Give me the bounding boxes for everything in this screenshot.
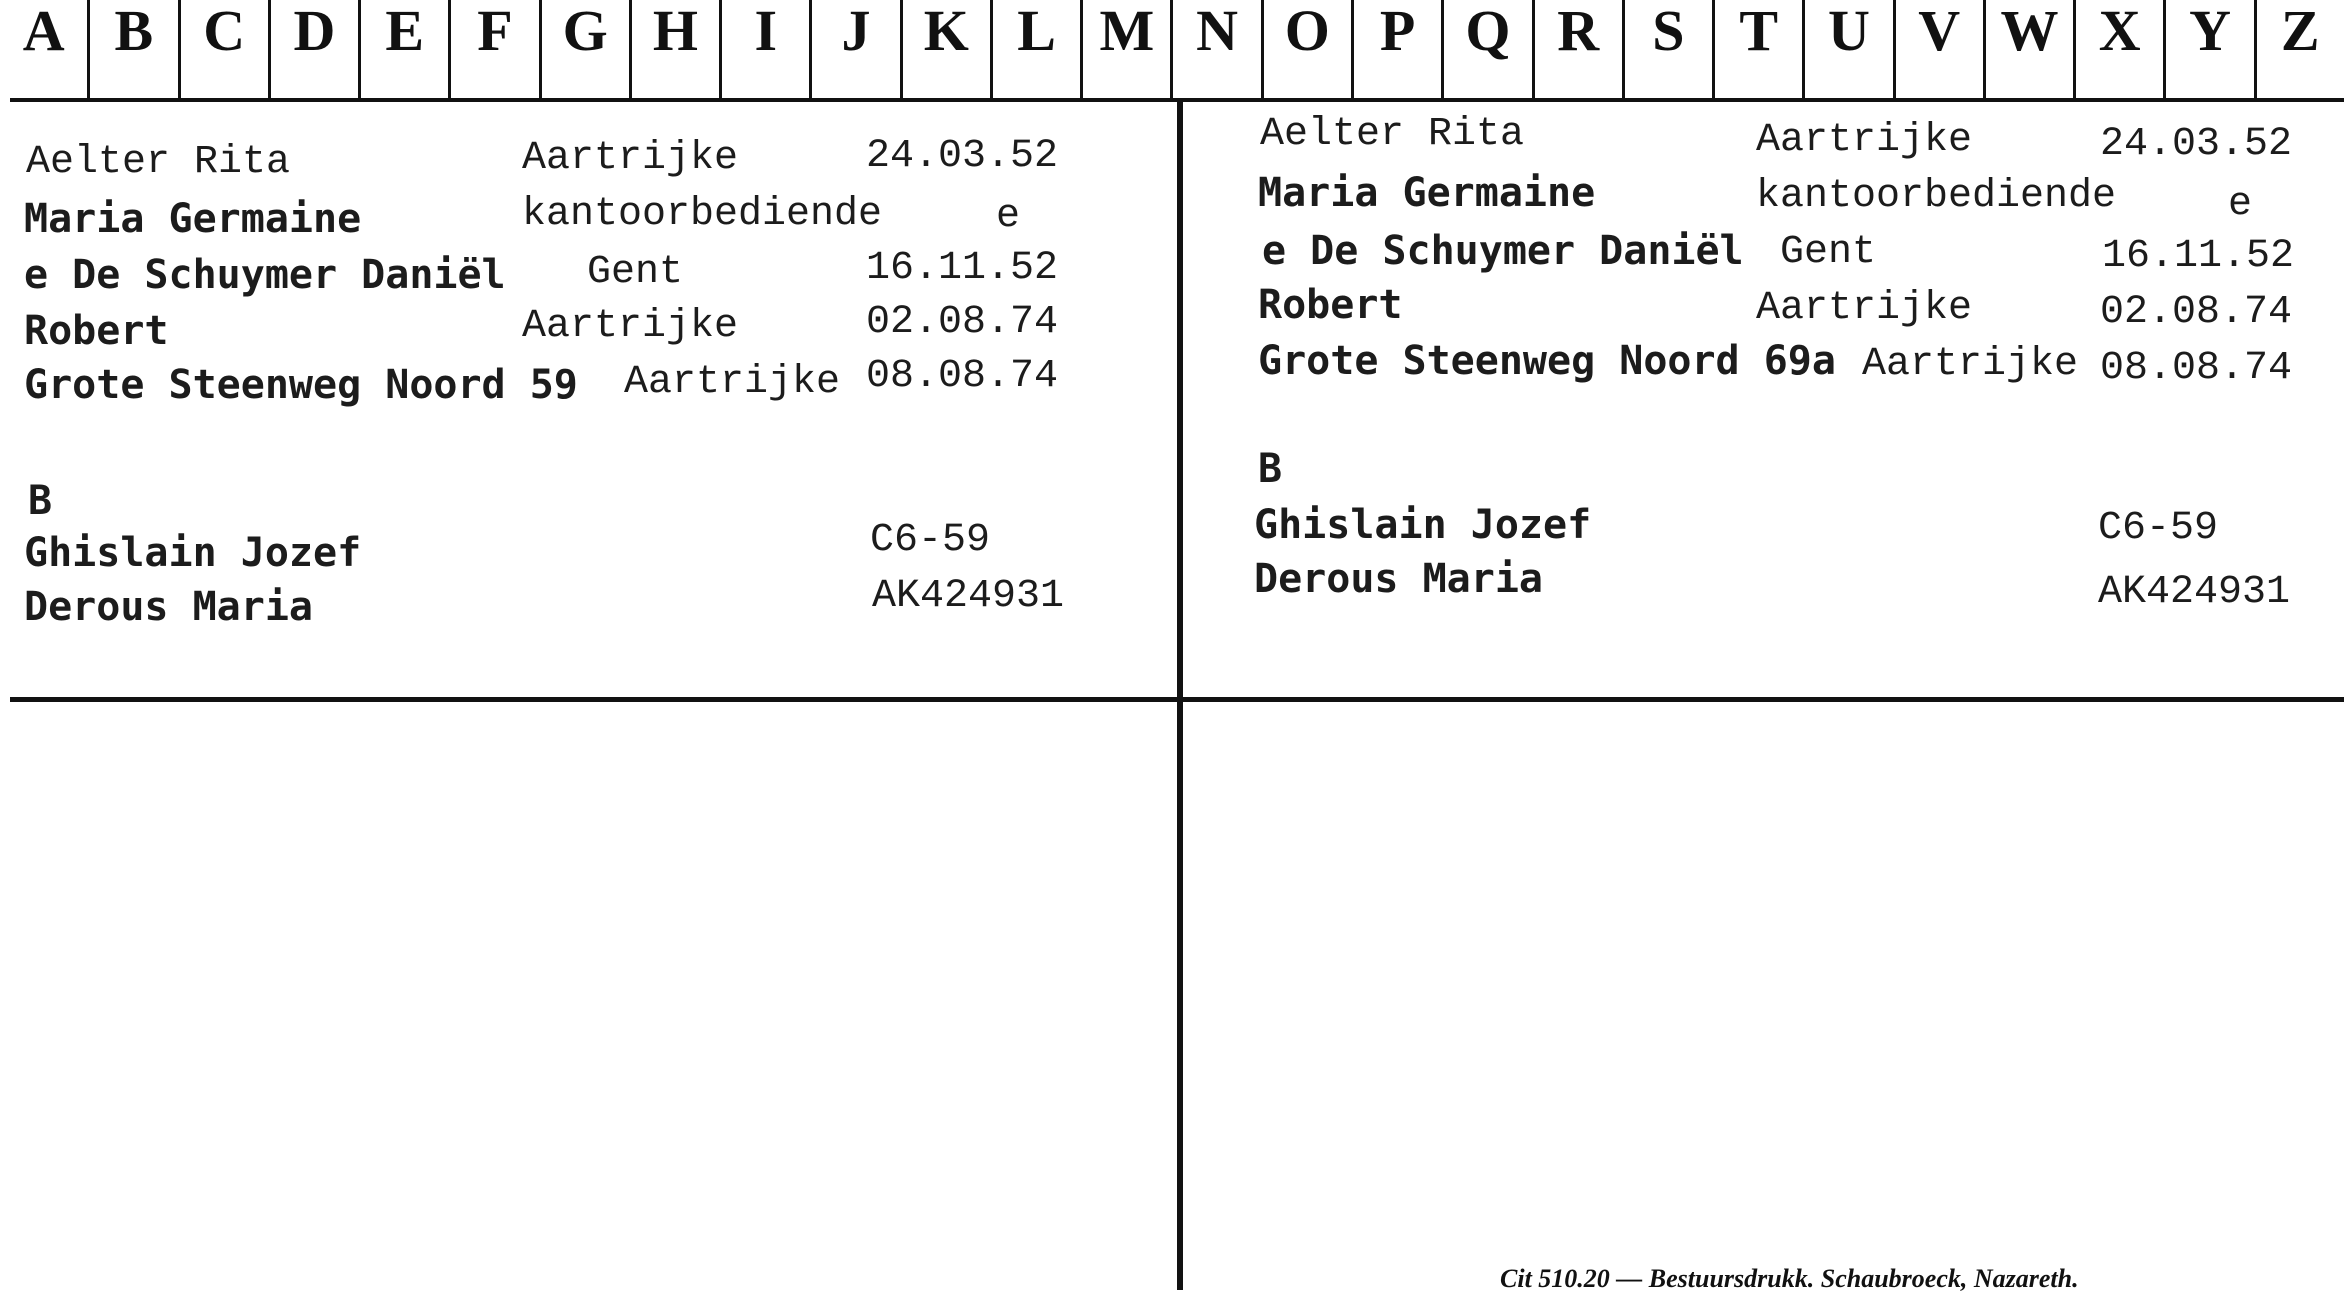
record-date: 16.11.52 <box>2102 234 2295 279</box>
record-place: Aartrijke <box>624 360 841 405</box>
record-address: Grote Steenweg Noord 59 <box>24 362 578 408</box>
alphabet-tab-u: U <box>1805 0 1895 100</box>
alphabet-tab-q: Q <box>1444 0 1534 100</box>
alphabet-tab-b: B <box>90 0 180 100</box>
record-date: 24.03.52 <box>2100 122 2293 167</box>
record-date: 24.03.52 <box>866 134 1059 179</box>
alphabet-tab-d: D <box>271 0 361 100</box>
alphabet-tab-g: G <box>542 0 632 100</box>
alphabet-tab-x: X <box>2076 0 2166 100</box>
alphabet-tab-r: R <box>1535 0 1625 100</box>
alphabet-index-strip <box>0 0 2344 100</box>
record-code: AK424931 <box>872 574 1065 619</box>
alphabet-tab-c: C <box>181 0 271 100</box>
record-note: e <box>996 194 1021 239</box>
record-name: Derous Maria <box>1254 556 1543 602</box>
alphabet-tab-w: W <box>1986 0 2076 100</box>
middle-rule <box>10 697 2344 702</box>
alphabet-tab-h: H <box>632 0 722 100</box>
record-date: 02.08.74 <box>866 300 1059 345</box>
alphabet-tab-s: S <box>1625 0 1715 100</box>
record-name: Robert <box>1258 282 1403 328</box>
record-code: C6-59 <box>2098 506 2219 551</box>
record-name: Ghislain Jozef <box>1254 502 1592 548</box>
printer-imprint: Cit 510.20 — Bestuursdrukk. Schaubroeck, Nazareth. <box>1500 1264 2079 1293</box>
alphabet-tab-t: T <box>1715 0 1805 100</box>
record-name: Ghislain Jozef <box>24 530 362 576</box>
record-place: Aartrijke <box>1756 118 1973 163</box>
alphabet-tab-p: P <box>1354 0 1444 100</box>
alphabet-tab-e: E <box>361 0 451 100</box>
record-date: 08.08.74 <box>866 354 1059 399</box>
record-name: Robert <box>24 308 169 354</box>
alphabet-tab-y: Y <box>2166 0 2256 100</box>
record-name: Aelter Rita <box>26 140 291 185</box>
record-name: e De Schuymer Daniël <box>24 252 506 298</box>
record-code: C6-59 <box>870 518 991 563</box>
record-code: AK424931 <box>2098 570 2291 615</box>
alphabet-tab-a: A <box>0 0 90 100</box>
alphabet-tab-m: M <box>1083 0 1173 100</box>
record-date: 16.11.52 <box>866 246 1059 291</box>
alphabet-tab-f: F <box>451 0 541 100</box>
record-place: Aartrijke <box>522 136 739 181</box>
record-place: Aartrijke <box>1756 286 1973 331</box>
record-date: 02.08.74 <box>2100 290 2293 335</box>
section-label: B <box>28 478 53 524</box>
record-name: Aelter Rita <box>1260 112 1525 157</box>
alphabet-tab-v: V <box>1896 0 1986 100</box>
alphabet-tab-n: N <box>1173 0 1263 100</box>
record-place: Aartrijke <box>522 304 739 349</box>
record-place: Aartrijke <box>1862 342 2079 387</box>
record-occupation: kantoorbediende <box>522 192 883 237</box>
center-divider <box>1177 100 1183 1290</box>
alphabet-tab-j: J <box>812 0 902 100</box>
record-note: e <box>2228 182 2253 227</box>
alphabet-tab-l: L <box>993 0 1083 100</box>
record-address: Grote Steenweg Noord 69a <box>1258 338 1836 384</box>
record-name: Maria Germaine <box>24 196 362 242</box>
record-place: Gent <box>587 250 684 295</box>
alphabet-tab-z: Z <box>2280 0 2320 63</box>
alphabet-tab-o: O <box>1264 0 1354 100</box>
alphabet-tab-k: K <box>903 0 993 100</box>
record-date: 08.08.74 <box>2100 346 2293 391</box>
alphabet-tab-i: I <box>722 0 812 100</box>
record-place: Gent <box>1780 230 1877 275</box>
section-label: B <box>1258 446 1283 492</box>
record-name: e De Schuymer Daniël <box>1262 228 1744 274</box>
record-name: Maria Germaine <box>1258 170 1596 216</box>
record-occupation: kantoorbediende <box>1756 174 2117 219</box>
record-name: Derous Maria <box>24 584 313 630</box>
